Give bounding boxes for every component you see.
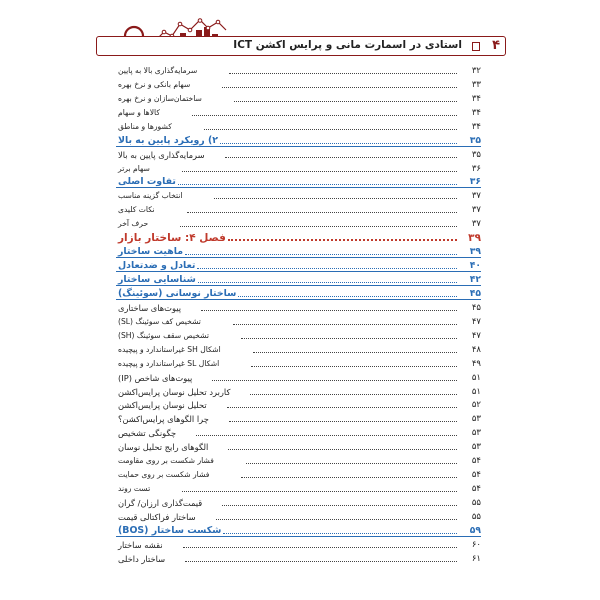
toc-entry-page: ۳۴ — [471, 107, 481, 118]
toc-entry-page: ۴۷ — [471, 330, 481, 341]
dot-leader — [220, 143, 457, 144]
toc-entry-title: چرا الگوهای پرایس‌اکشن؟ — [118, 414, 209, 425]
dot-leader — [241, 338, 457, 339]
toc-entry[interactable] — [116, 147, 481, 161]
toc-entry-page: ۴۷ — [471, 316, 481, 327]
page-number: ۴ — [492, 38, 500, 53]
toc-entry-title: فصل ۴: ساختار بازار — [118, 232, 226, 245]
toc-entry-title: سرمایه‌گذاری بالا به پایین — [118, 65, 198, 75]
toc-entry[interactable] — [116, 495, 481, 509]
toc-entry-page: ۴۸ — [471, 344, 481, 355]
toc-entry-title: پیوت‌های شاخص (IP) — [118, 372, 193, 383]
toc-entry-title: کالاها و سهام — [118, 107, 160, 117]
toc-entry[interactable] — [116, 481, 481, 495]
toc-section-entry[interactable] — [116, 286, 481, 300]
toc-entry-title: فشار شکست بر روی مقاومت — [118, 456, 214, 466]
toc-entry[interactable] — [116, 342, 481, 356]
toc-entry-title: ساختار داخلی — [118, 553, 166, 564]
toc-entry-page: ۳۹ — [469, 246, 481, 258]
toc-entry-title: پیوت‌های ساختاری — [118, 302, 182, 313]
toc-section-entry[interactable] — [116, 133, 481, 147]
dot-leader — [178, 184, 457, 185]
toc-entry-page: ۳۹ — [468, 232, 481, 245]
dot-leader — [185, 561, 457, 562]
toc-entry[interactable] — [116, 77, 481, 91]
toc-entry[interactable] — [116, 411, 481, 425]
dot-leader — [198, 282, 457, 283]
toc-entry[interactable] — [116, 188, 481, 202]
dot-leader — [253, 352, 457, 353]
dot-leader — [182, 491, 457, 492]
dot-leader — [250, 394, 457, 395]
toc-entry-title: انتخاب گزینه مناسب — [118, 191, 183, 201]
toc-entry-page: ۴۵ — [469, 287, 481, 299]
toc-entry-title: تست روند — [118, 484, 151, 494]
toc-entry-title: چگونگی تشخیص — [118, 428, 177, 439]
toc-entry-page: ۵۱ — [471, 372, 481, 383]
toc-entry-title: ۲) رویکرد پایین به بالا — [118, 134, 218, 146]
toc-entry-title: تشخیص سقف سوئینگ (SH) — [118, 330, 209, 340]
toc-entry-page: ۳۷ — [471, 205, 481, 216]
toc-entry-page: ۶۱ — [471, 553, 481, 564]
dot-leader — [185, 254, 457, 255]
toc-entry-title: سرمایه‌گذاری پایین به بالا — [118, 149, 205, 160]
toc-entry-page: ۳۵ — [469, 134, 481, 146]
toc-entry-page: ۵۳ — [471, 414, 481, 425]
toc-entry-page: ۳۷ — [471, 219, 481, 230]
dot-leader — [212, 380, 457, 381]
toc-entry-title: ساختار فراکتالی قیمت — [118, 511, 196, 522]
dot-leader — [227, 407, 457, 408]
toc-section-entry[interactable] — [116, 244, 481, 258]
toc-section-entry[interactable] — [116, 272, 481, 286]
toc-entry-page: ۴۵ — [471, 302, 481, 313]
toc-entry-page: ۳۲ — [471, 65, 481, 76]
toc-entry-title: ساختار نوسانی (سوئینگ) — [118, 287, 237, 299]
toc-entry-page: ۵۴ — [471, 470, 481, 481]
toc-entry[interactable] — [116, 467, 481, 481]
toc-entry[interactable] — [116, 216, 481, 230]
toc-entry[interactable] — [116, 202, 481, 216]
toc-entry[interactable] — [116, 398, 481, 412]
toc-chapter-entry[interactable] — [116, 230, 481, 244]
book-title: استادی در اسمارت مانی و پرایس اکشن ICT — [233, 39, 462, 51]
toc-entry[interactable] — [116, 356, 481, 370]
dot-leader — [214, 198, 457, 199]
toc-entry[interactable] — [116, 91, 481, 105]
dot-leader — [180, 226, 457, 227]
toc-entry-page: ۳۴ — [471, 121, 481, 132]
toc-section-entry[interactable] — [116, 175, 481, 189]
dot-leader — [222, 87, 457, 88]
toc-entry-title: نکات کلیدی — [118, 205, 155, 215]
toc-entry-page: ۳۶ — [469, 176, 481, 188]
toc-entry-title: فشار شکست بر روی حمایت — [118, 470, 210, 480]
book-icon — [472, 42, 480, 51]
dot-leader — [234, 101, 457, 102]
toc-entry-page: ۶۰ — [471, 539, 481, 550]
toc-entry-title: اشکال SL غیراستاندارد و پیچیده — [118, 358, 220, 368]
toc-entry-title: ماهیت ساختار — [118, 246, 184, 258]
dot-leader — [182, 171, 457, 172]
dot-leader — [241, 477, 457, 478]
toc-entry-title: سهام برتر — [118, 163, 150, 173]
toc-entry-page: ۴۹ — [471, 358, 481, 369]
toc-entry-page: ۳۴ — [471, 93, 481, 104]
toc-entry-title: کشورها و مناطق — [118, 121, 172, 131]
dot-leader — [204, 129, 457, 130]
toc-entry[interactable] — [116, 509, 481, 523]
dot-leader — [228, 449, 457, 450]
toc-entry[interactable] — [116, 551, 481, 565]
dot-leader — [216, 519, 457, 520]
toc-entry[interactable] — [116, 300, 481, 314]
toc-entry[interactable] — [116, 161, 481, 175]
toc-entry[interactable] — [116, 425, 481, 439]
dot-leader — [228, 239, 457, 241]
toc-entry[interactable] — [116, 328, 481, 342]
toc-entry[interactable] — [116, 105, 481, 119]
toc-entry-title: تفاوت اصلی — [118, 176, 176, 188]
toc-entry-page: ۵۵ — [471, 511, 481, 522]
dot-leader — [223, 533, 457, 534]
dot-leader — [183, 547, 457, 548]
toc-section-entry[interactable] — [116, 523, 481, 537]
toc-entry[interactable] — [116, 537, 481, 551]
toc-entry-title: الگوهای رایج تحلیل نوسان — [118, 442, 209, 453]
toc-entry-page: ۵۳ — [471, 442, 481, 453]
toc-entry-page: ۴۰ — [469, 260, 481, 272]
toc-entry-title: تعادل و ضدتعادل — [118, 260, 196, 272]
toc-entry-page: ۵۱ — [471, 386, 481, 397]
toc-entry-title: حرف آخر — [118, 219, 149, 229]
toc-section-entry[interactable] — [116, 258, 481, 272]
toc-entry[interactable] — [116, 439, 481, 453]
toc-entry-title: کاربرد تحلیل نوسان پرایس‌اکشن — [118, 386, 231, 397]
dot-leader — [187, 212, 457, 213]
toc-entry[interactable] — [116, 370, 481, 384]
dot-leader — [229, 73, 457, 74]
toc-entry-page: ۵۳ — [471, 428, 481, 439]
toc-entry[interactable] — [116, 384, 481, 398]
dot-leader — [222, 505, 457, 506]
dot-leader — [197, 268, 457, 269]
toc-entry[interactable] — [116, 314, 481, 328]
toc-entry-title: سهام بانکی و نرخ بهره — [118, 79, 191, 89]
toc-entry-title: ساختمان‌سازان و نرخ بهره — [118, 93, 202, 103]
toc-entry-title: اشکال SH غیراستاندارد و پیچیده — [118, 344, 221, 354]
toc-entry-title: قیمت‌گذاری ارزان/ گران — [118, 498, 203, 508]
toc-entry-page: ۵۴ — [471, 456, 481, 467]
dot-leader — [229, 421, 457, 422]
toc-entry-page: ۴۲ — [469, 274, 481, 285]
toc-entry[interactable] — [116, 63, 481, 77]
toc-entry-page: ۳۷ — [471, 191, 481, 202]
table-of-contents — [116, 63, 481, 565]
toc-entry-title: تشخیص کف سوئینگ (SL) — [118, 316, 201, 326]
dot-leader — [192, 115, 457, 116]
dot-leader — [238, 296, 457, 297]
toc-entry[interactable] — [116, 453, 481, 467]
toc-entry[interactable] — [116, 119, 481, 133]
page-header — [96, 18, 506, 56]
dot-leader — [233, 324, 457, 325]
dot-leader — [225, 157, 457, 158]
toc-entry-page: ۳۶ — [471, 163, 481, 174]
dot-leader — [196, 435, 457, 436]
dot-leader — [246, 463, 457, 464]
toc-entry-page: ۵۹ — [469, 524, 481, 536]
toc-entry-page: ۵۴ — [471, 484, 481, 495]
toc-entry-title: شکست ساختار (BOS) — [118, 524, 222, 536]
toc-entry-title: نقشه ساختار — [118, 539, 163, 550]
toc-entry-page: ۳۳ — [471, 79, 481, 90]
dot-leader — [251, 366, 457, 367]
toc-entry-page: ۳۵ — [471, 149, 481, 160]
toc-entry-title: تحلیل نوسان پرایس‌اکشن — [118, 400, 207, 411]
toc-entry-page: ۵۲ — [471, 400, 481, 411]
dot-leader — [201, 310, 457, 311]
toc-entry-title: شناسایی ساختار — [118, 274, 196, 285]
toc-entry-page: ۵۵ — [471, 498, 481, 508]
